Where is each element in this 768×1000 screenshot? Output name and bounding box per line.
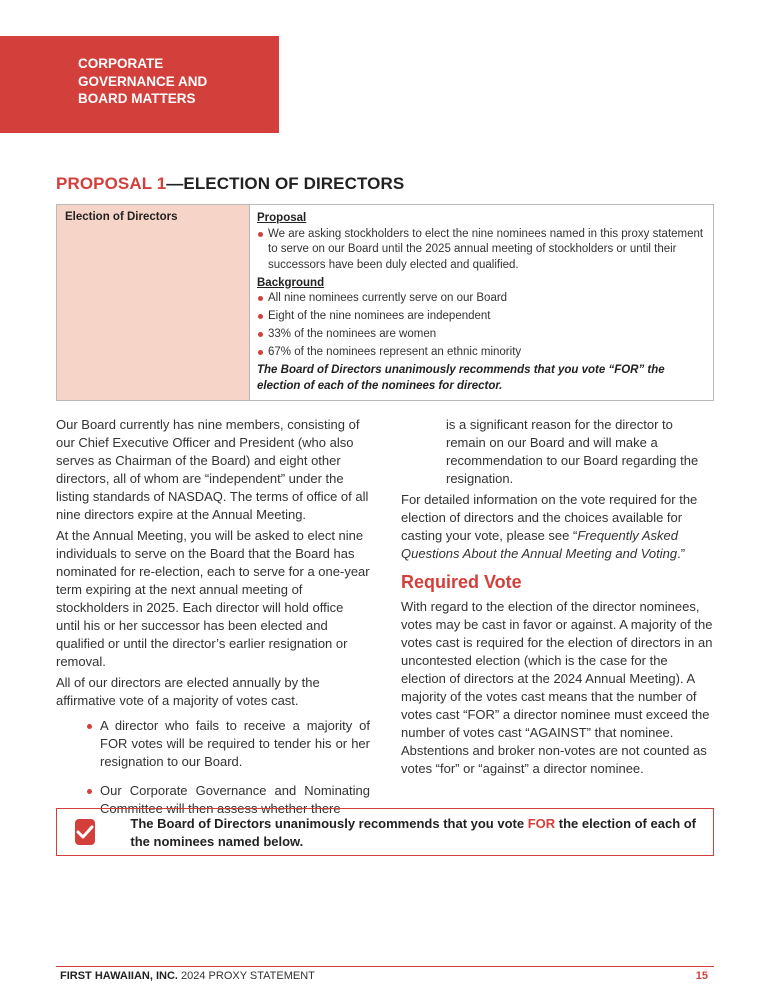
callout-text-before: The Board of Directors unanimously recommends that you vote: [130, 816, 528, 831]
proposal-list: [257, 227, 705, 274]
body-paragraph: At the Annual Meeting, you will be asked to elect nine individuals to serve on the Board that the Board has nominated for re-election, each to serve for a one-year term expiring at the next annual meeting of stockholders in 2025. Each director will hold office until his or her successor has been elected and qualified or until the director’s earlier resignation or removal.: [56, 528, 370, 669]
summary-box: [56, 204, 714, 401]
left-column: [56, 416, 370, 829]
footer-doc: 2024 PROXY STATEMENT: [181, 970, 315, 982]
background-list-item: Eight of the nine nominees are independent: [257, 309, 705, 325]
background-list-item: 33% of the nominees are women: [257, 327, 705, 343]
required-vote-heading: Required Vote: [401, 572, 522, 592]
footer-title: [60, 970, 315, 982]
proposal-title: [56, 174, 404, 194]
background-list-item: 67% of the nominees represent an ethnic minority: [257, 345, 705, 361]
summary-box-label: Election of Directors: [57, 205, 250, 400]
background-list: [257, 291, 705, 361]
page-number: 15: [695, 970, 708, 982]
body-paragraph: Our Board currently has nine members, consisting of our Chief Executive Officer and President (who also serves as Chairman of the Board) and eight other directors, all of whom are “independent” under the listing standards of NASDAQ. The terms of office of all nine directors expire at the Annual Meeting.: [56, 417, 369, 522]
proposal-name: —ELECTION OF DIRECTORS: [166, 174, 405, 193]
list-item-continuation: is a significant reason for the director to remain on our Board and will make a recommendation to our Board regarding the resignation.: [446, 417, 699, 486]
body-text: For detailed information on the vote required for the election of directors and the choices available for casting your vote, please see “: [401, 492, 698, 543]
background-heading: Background: [257, 276, 325, 289]
body-paragraph: [401, 491, 715, 563]
proposal-list-item: We are asking stockholders to elect the nine nominees named in this proxy statement to serve on our Board until the 2025 annual meeting of stockholders or until their successors have been duly elected and qualified.: [257, 227, 705, 274]
checkbox-check-icon: [75, 819, 95, 845]
faq-reference: Frequently Asked Questions About the Annual Meeting and Voting: [401, 528, 679, 561]
footer-company: FIRST HAWAIIAN, INC.: [60, 970, 178, 982]
section-tab-line-3: BOARD MATTERS: [78, 91, 196, 106]
recommendation-callout: [56, 808, 714, 856]
section-tab-line-2: GOVERNANCE AND: [78, 73, 208, 89]
body-text: .”: [677, 546, 686, 561]
background-list-item: All nine nominees currently serve on our Board: [257, 291, 705, 307]
list-item: A director who fails to receive a majority of FOR votes will be required to tender his or her resignation to our Board.: [56, 717, 370, 771]
body-paragraph: With regard to the election of the director nominees, votes may be cast in favor or against. A majority of the votes cast is required for the election of directors in an uncontested election (which is the case for the election of directors at the 2024 Annual Meeting). A majority of the votes cast means that the number of votes cast “FOR” a director nominee must exceed the number of votes cast “AGAINST” that nominee. Abstentions and broker non-votes are not counted as votes “for” or “against” a director nominee.: [401, 599, 713, 776]
proposal-number: PROPOSAL 1: [56, 174, 167, 193]
footer-divider: [56, 966, 714, 967]
list-item: Our Corporate Governance and Nominating Committee will then assess whether there: [56, 782, 370, 818]
right-column: [401, 416, 715, 781]
proposal-heading: Proposal: [257, 212, 307, 224]
majority-vote-list: [56, 717, 370, 818]
body-paragraph: All of our directors are elected annually by the affirmative vote of a majority of votes cast.: [56, 675, 320, 708]
callout-for: FOR: [527, 816, 556, 831]
board-recommendation: The Board of Directors unanimously recommends that you vote “FOR” the election of each of the nominees for director.: [257, 364, 665, 392]
callout-text-after: the election of each of the nominees named below.: [130, 816, 697, 849]
callout-text: [130, 815, 713, 851]
section-tab-line-1: CORPORATE: [78, 56, 164, 71]
summary-box-content: [250, 205, 713, 400]
section-tab: [0, 36, 279, 133]
